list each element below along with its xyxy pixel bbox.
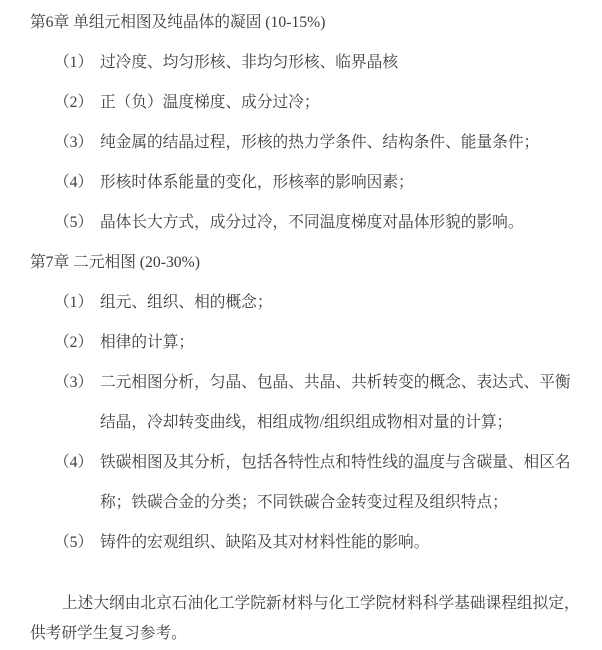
list-item [30, 203, 584, 243]
chapter-6-heading: 第6章 单组元相图及纯晶体的凝固 (10-15%) [30, 14, 326, 31]
item-line: 相律的计算； [100, 334, 195, 351]
chapter-6-section [30, 3, 584, 243]
list-item [30, 83, 584, 123]
item-marker: （3） [54, 134, 94, 151]
list-item [30, 123, 584, 163]
item-line: 结晶，冷却转变曲线，相组成物/组织组成物相对量的计算； [100, 414, 513, 431]
list-item [30, 363, 584, 443]
list-item [30, 323, 584, 363]
closing-paragraph [30, 589, 584, 649]
item-line: 过冷度、均匀形核、非均匀形核、临界晶核 [100, 54, 399, 71]
list-item [30, 443, 584, 523]
item-marker: （1） [54, 294, 94, 311]
list-item [30, 523, 584, 563]
item-marker: （5） [54, 214, 94, 231]
item-line: 晶体长大方式，成分过冷，不同温度梯度对晶体形貌的影响。 [100, 214, 524, 231]
item-line: 正（负）温度梯度、成分过冷； [100, 94, 320, 111]
item-line: 纯金属的结晶过程，形核的热力学条件、结构条件、能量条件； [100, 134, 540, 151]
item-line: 称；铁碳合金的分类；不同铁碳合金转变过程及组织特点； [100, 494, 508, 511]
paragraph-line: 供考研学生复习参考。 [30, 625, 187, 642]
paragraph-line: 上述大纲由北京石油化工学院新材料与化工学院材料科学基础课程组拟定， [62, 595, 580, 612]
item-marker: （3） [54, 374, 94, 391]
item-marker: （5） [54, 534, 94, 551]
item-line: 铁碳相图及其分析，包括各特性点和特性线的温度与含碳量、相区名 [100, 454, 571, 471]
list-item [30, 283, 584, 323]
item-marker: （2） [54, 334, 94, 351]
item-line: 组元、组织、相的概念； [100, 294, 273, 311]
chapter-7-section [30, 243, 584, 563]
item-marker: （2） [54, 94, 94, 111]
list-item [30, 43, 584, 83]
chapter-7-heading: 第7章 二元相图 (20-30%) [30, 254, 200, 271]
list-item [30, 163, 584, 203]
item-marker: （4） [54, 454, 94, 471]
item-line: 铸件的宏观组织、缺陷及其对材料性能的影响。 [100, 534, 430, 551]
item-line: 形核时体系能量的变化，形核率的影响因素； [100, 174, 414, 191]
item-marker: （1） [54, 54, 94, 71]
item-marker: （4） [54, 174, 94, 191]
item-line: 二元相图分析，匀晶、包晶、共晶、共析转变的概念、表达式、平衡 [100, 374, 571, 391]
